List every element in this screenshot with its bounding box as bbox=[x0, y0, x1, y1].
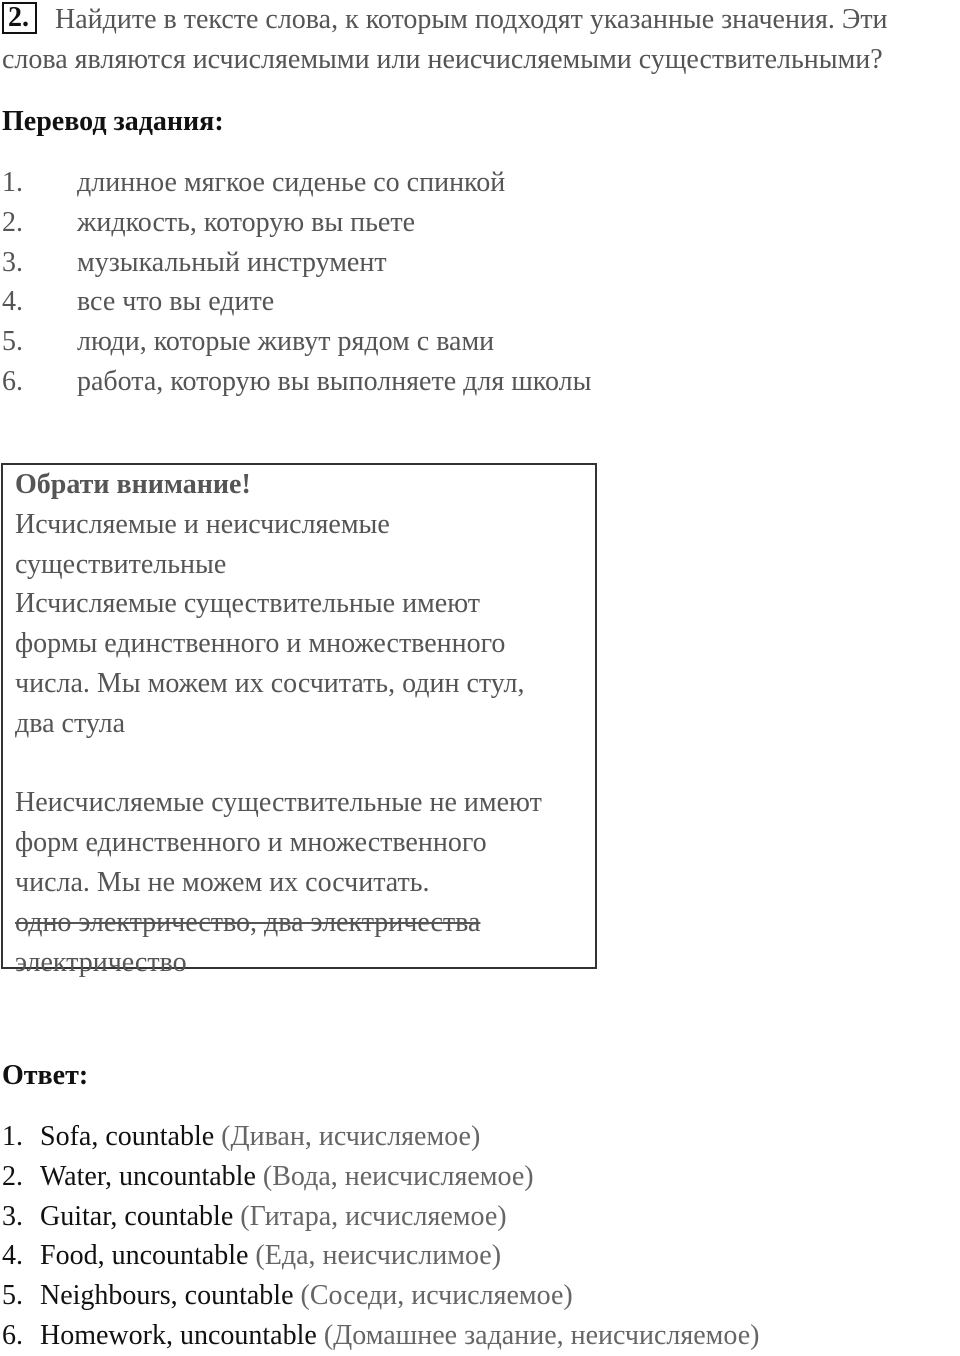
item-text: люди, которые живут рядом с вами bbox=[77, 326, 495, 358]
answer-gloss: (Вода, неисчисляемое) bbox=[262, 1160, 534, 1192]
answer-english: Neighbours, countable bbox=[40, 1280, 294, 1312]
answer-list bbox=[2, 1117, 759, 1356]
item-text: жидкость, которую вы пьете bbox=[77, 206, 415, 238]
answer-gloss: (Домашнее задание, неисчисляемое) bbox=[323, 1319, 760, 1351]
note-line: Исчисляемые существительные имеют bbox=[15, 588, 480, 620]
item-number: 1. bbox=[2, 167, 23, 198]
item-number: 6. bbox=[2, 1319, 23, 1351]
note-title: Обрати внимание! bbox=[15, 469, 251, 500]
answer-english: Homework, uncountable bbox=[40, 1319, 317, 1351]
item-number: 5. bbox=[2, 326, 23, 358]
item-number: 5. bbox=[2, 1280, 23, 1312]
note-line: числа. Мы не можем их сосчитать. bbox=[15, 866, 430, 898]
item-number: 2. bbox=[2, 206, 23, 238]
note-box bbox=[1, 463, 597, 978]
item-text: музыкальный инструмент bbox=[77, 246, 387, 278]
answer-gloss: (Еда, неисчислимое) bbox=[255, 1240, 502, 1272]
translation-item bbox=[2, 203, 591, 243]
translation-list bbox=[2, 163, 591, 402]
note-line: форм единственного и множественного bbox=[15, 827, 487, 859]
answer-item bbox=[2, 1157, 759, 1197]
item-number: 3. bbox=[2, 246, 23, 278]
note-line: Неисчисляемые существительные не имеют bbox=[15, 787, 542, 819]
note-struck-example: одно электричество, два электричества bbox=[15, 906, 481, 938]
task-number: 2. bbox=[2, 2, 37, 34]
item-number: 3. bbox=[2, 1200, 23, 1232]
note-line: числа. Мы можем их сосчитать, один стул, bbox=[15, 667, 525, 699]
note-line: Исчисляемые и неисчисляемые bbox=[15, 508, 390, 540]
item-number: 2. bbox=[2, 1160, 23, 1192]
note-line: формы единственного и множественного bbox=[15, 628, 506, 660]
item-number: 6. bbox=[2, 365, 23, 397]
answer-english: Water, uncountable bbox=[40, 1160, 256, 1192]
task-text: Найдите в тексте слова, к которым подходят указанные значения. Эти слова являются исчисляемыми или неисчисляемыми существительными? bbox=[2, 4, 888, 75]
note-spacer bbox=[15, 744, 595, 784]
answer-gloss: (Диван, исчисляемое) bbox=[221, 1121, 481, 1152]
translation-item bbox=[2, 362, 591, 402]
translation-item bbox=[2, 243, 591, 283]
item-text: длинное мягкое сиденье со спинкой bbox=[77, 167, 506, 198]
translation-heading: Перевод задания: bbox=[2, 106, 224, 137]
note-line: существительные bbox=[15, 548, 227, 580]
note-last-line: электричество bbox=[15, 946, 187, 978]
answer-gloss: (Соседи, исчисляемое) bbox=[300, 1280, 573, 1312]
answer-item bbox=[2, 1117, 759, 1157]
translation-item bbox=[2, 322, 591, 362]
answer-item bbox=[2, 1316, 759, 1356]
answer-heading: Ответ: bbox=[2, 1060, 89, 1091]
translation-item bbox=[2, 163, 591, 203]
item-text: все что вы едите bbox=[77, 286, 275, 318]
task-statement bbox=[2, 0, 958, 80]
item-number: 4. bbox=[2, 1240, 23, 1272]
item-number: 1. bbox=[2, 1121, 23, 1152]
answer-english: Sofa, countable bbox=[40, 1121, 215, 1152]
answer-item bbox=[2, 1236, 759, 1276]
translation-item bbox=[2, 282, 591, 322]
answer-gloss: (Гитара, исчисляемое) bbox=[240, 1200, 507, 1232]
item-number: 4. bbox=[2, 286, 23, 318]
item-text: работа, которую вы выполняете для школы bbox=[77, 365, 592, 397]
answer-item bbox=[2, 1276, 759, 1316]
note-line: два стула bbox=[15, 707, 125, 739]
answer-english: Guitar, countable bbox=[40, 1200, 234, 1232]
answer-item bbox=[2, 1197, 759, 1237]
answer-english: Food, uncountable bbox=[40, 1240, 249, 1272]
